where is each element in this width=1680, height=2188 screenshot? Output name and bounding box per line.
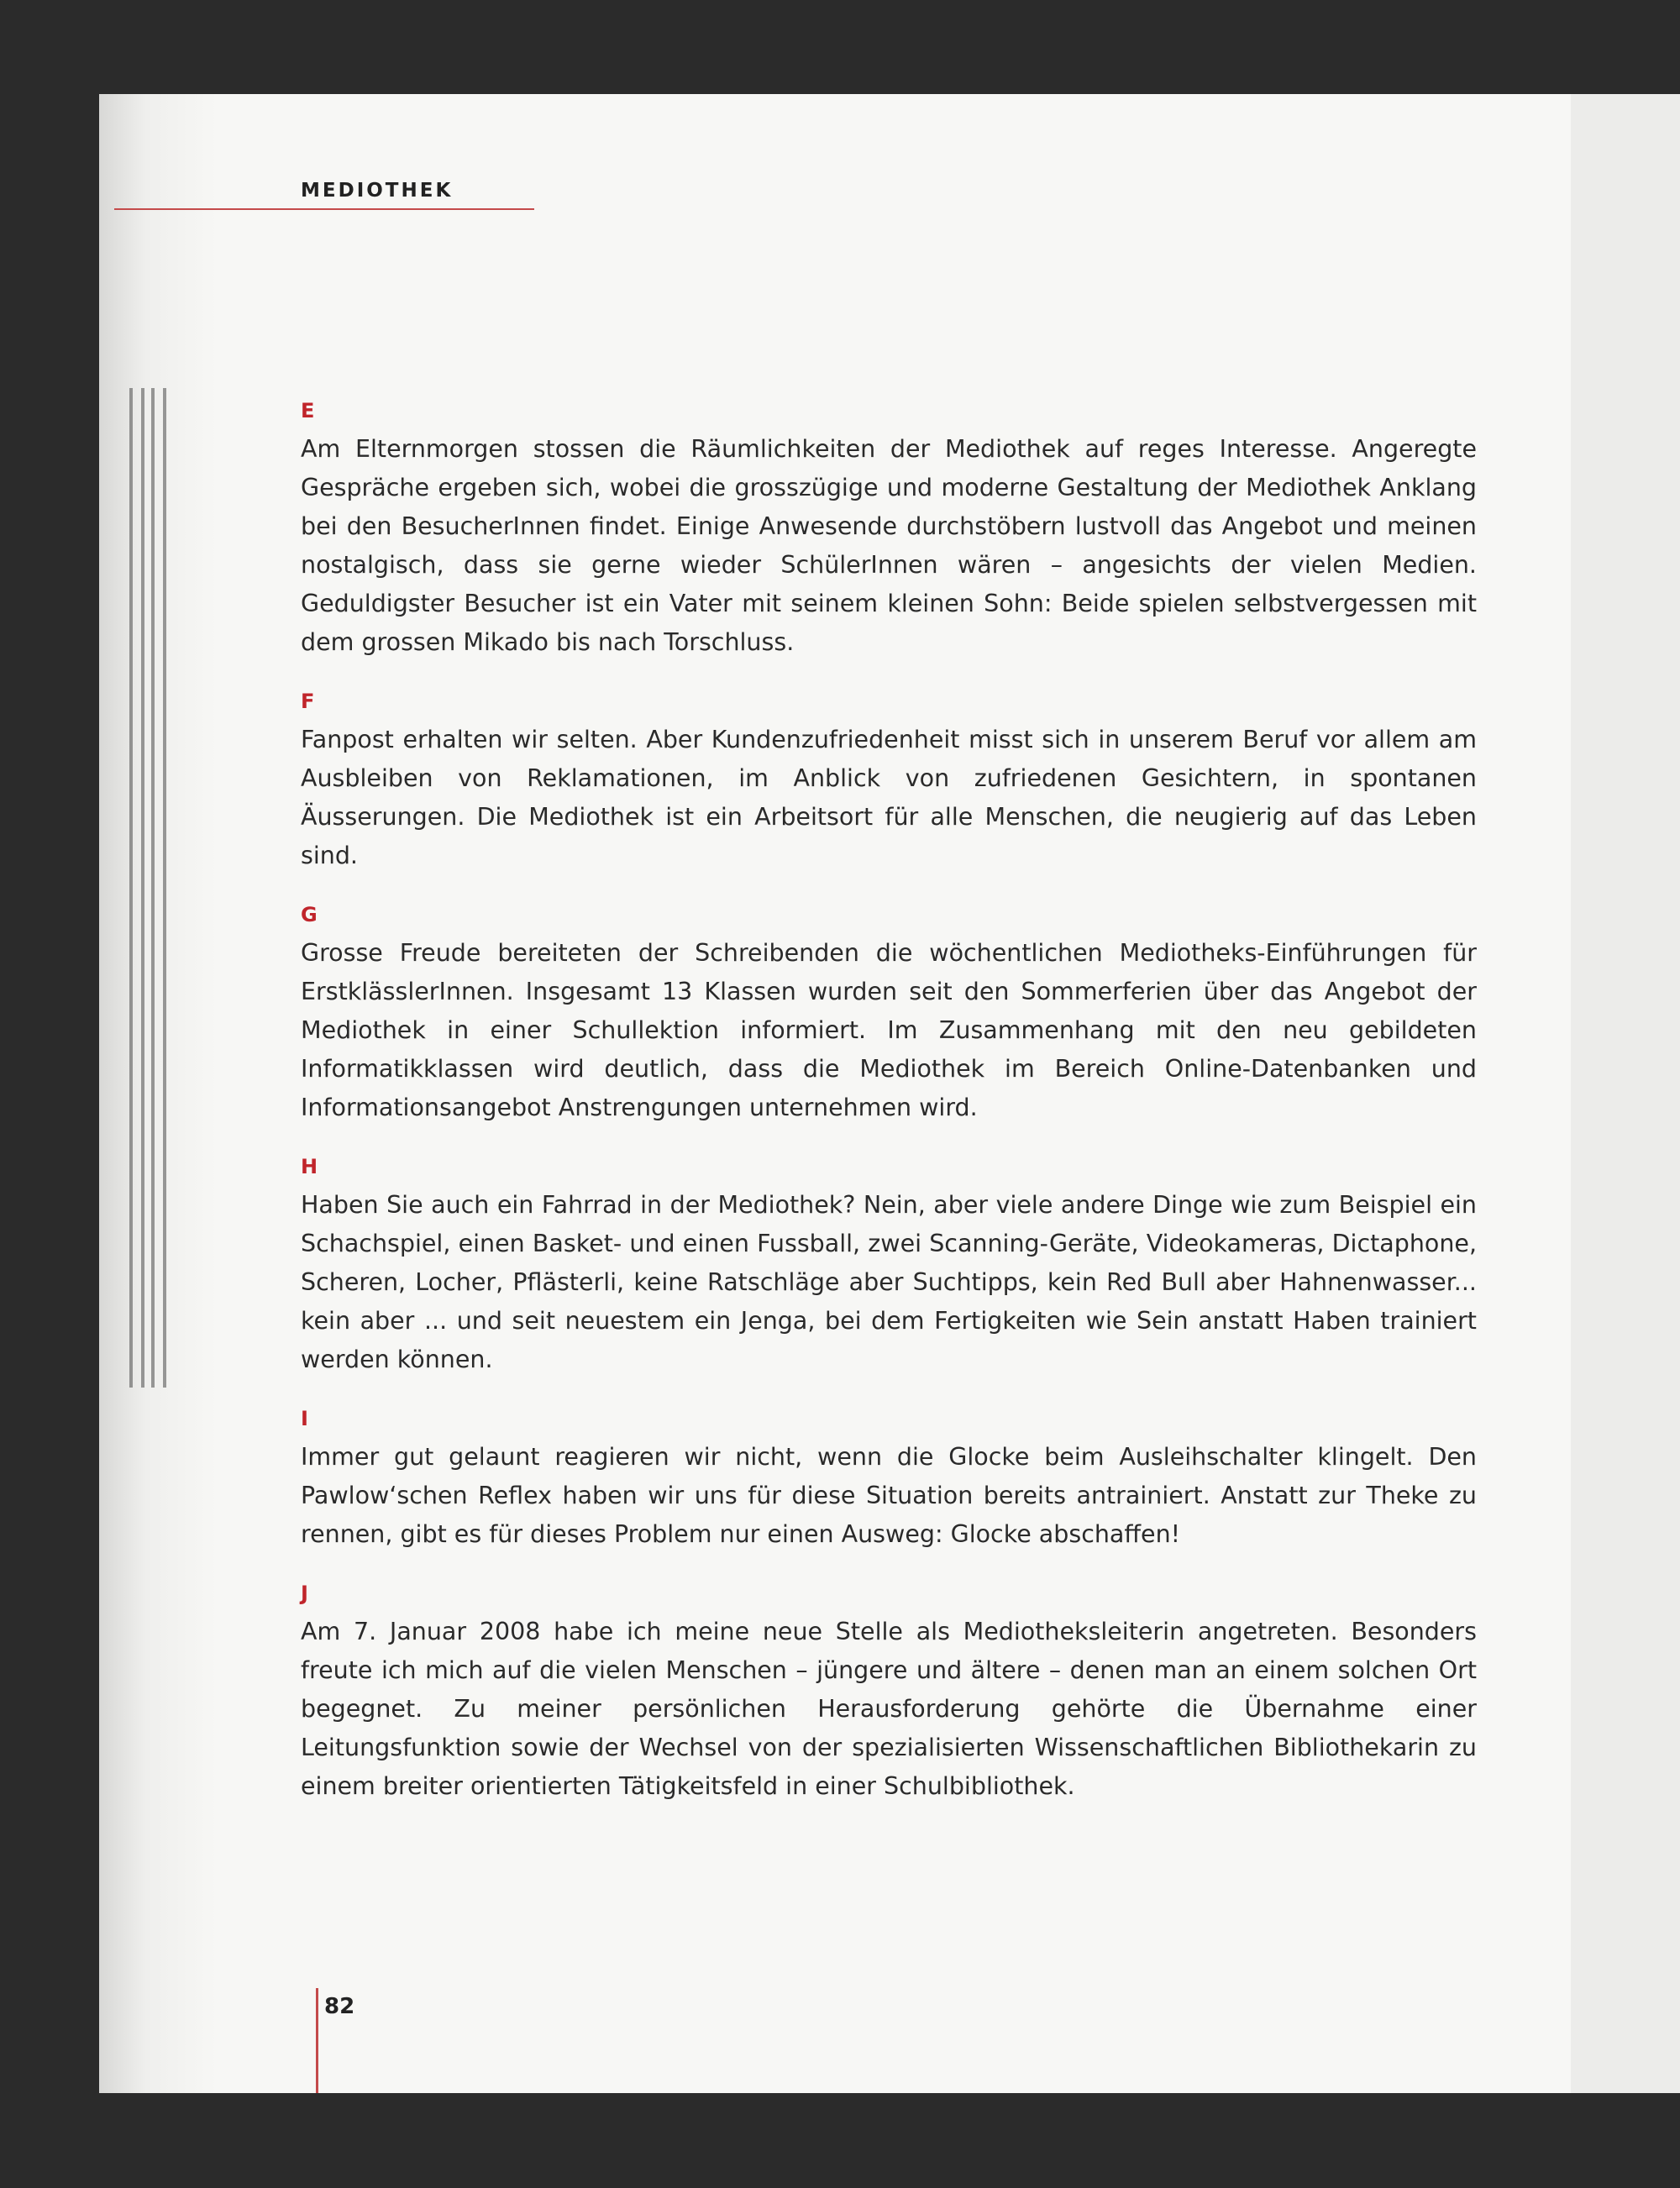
page-number: 82: [324, 1994, 355, 2019]
section-j: [301, 1579, 1477, 1806]
section-g: [301, 900, 1477, 1127]
section-letter: E: [301, 399, 315, 422]
section-letter: I: [301, 1407, 308, 1430]
section-letter: F: [301, 690, 315, 713]
section-letter: G: [301, 903, 318, 926]
section-text: Am Elternmorgen stossen die Räumlichkeiten der Mediothek auf reges Interesse. Angeregte Gespräche ergeben sich, wobei die grosszügige und moderne Gestaltung der Mediothek Anklang bei den BesucherInnen findet. Einige Anwesende durchstöbern lustvoll das Angebot und meinen nostalgisch, dass sie gerne wieder SchülerInnen wären – angesichts der vielen Medien. Geduldigster Besucher ist ein Vater mit seinem kleinen Sohn: Beide spielen selbstvergessen mit dem grossen Mikado bis nach Torschluss.: [301, 435, 1477, 656]
section-i: [301, 1404, 1477, 1554]
section-letter: J: [301, 1582, 308, 1605]
section-text: Am 7. Januar 2008 habe ich meine neue Stelle als Mediotheksleiterin angetreten. Besonders freute ich mich auf die vielen Menschen – jüngere und ältere – denen man an einem solchen Ort begegnet. Zu meiner persönlichen Herausforderung gehörte die Übernahme einer Leitungsfunktion sowie der Wechsel von der spezialisierten Wissenschaftlichen Bibliothekarin zu einem breiter orientierten Tätigkeitsfeld in einer Schulbibliothek.: [301, 1618, 1477, 1800]
section-text: Haben Sie auch ein Fahrrad in der Mediothek? Nein, aber viele andere Dinge wie zum Beispiel ein Schachspiel, einen Basket- und einen Fussball, zwei Scanning-Geräte, Videokameras, Dictaphone, Scheren, Locher, Pflästerli, keine Ratschläge aber Suchtipps, kein Red Bull aber Hahnenwasser... kein aber ... und seit neuestem ein Jenga, bei dem Fertigkeiten wie Sein anstatt Haben trainiert werden können.: [301, 1191, 1477, 1373]
section-letter: H: [301, 1155, 318, 1178]
article-body: [301, 396, 1477, 1831]
section-h: [301, 1152, 1477, 1379]
book-page: [99, 94, 1571, 2093]
section-f: [301, 687, 1477, 875]
page-edges: [126, 388, 227, 1388]
section-text: Immer gut gelaunt reagieren wir nicht, wenn die Glocke beim Ausleihschalter klingelt. Den Pawlow‘schen Reflex haben wir uns für diese Situation bereits antrainiert. Anstatt zur Theke zu rennen, gibt es für dieses Problem nur einen Ausweg: Glocke abschaffen!: [301, 1443, 1477, 1548]
section-text: Fanpost erhalten wir selten. Aber Kundenzufriedenheit misst sich in unserem Beruf vor allem am Ausbleiben von Reklamationen, im Anblick von zufriedenen Gesichtern, in spontanen Äusserungen. Die Mediothek ist ein Arbeitsort für alle Menschen, die neugierig auf das Leben sind.: [301, 726, 1477, 869]
header-rule: [114, 208, 534, 210]
section-header: MEDIOTHEK: [301, 180, 454, 202]
section-e: [301, 396, 1477, 662]
section-text: Grosse Freude bereiteten der Schreibenden die wöchentlichen Mediotheks-Einführungen für ErstklässlerInnen. Insgesamt 13 Klassen wurden seit den Sommerferien über das Angebot der Mediothek in einer Schullektion informiert. Im Zusammenhang mit den neu gebildeten Informatikklassen wird deutlich, dass die Mediothek im Bereich Online-Datenbanken und Informationsangebot Anstrengungen unternehmen wird.: [301, 939, 1477, 1121]
page-number-rule: [316, 1988, 318, 2093]
